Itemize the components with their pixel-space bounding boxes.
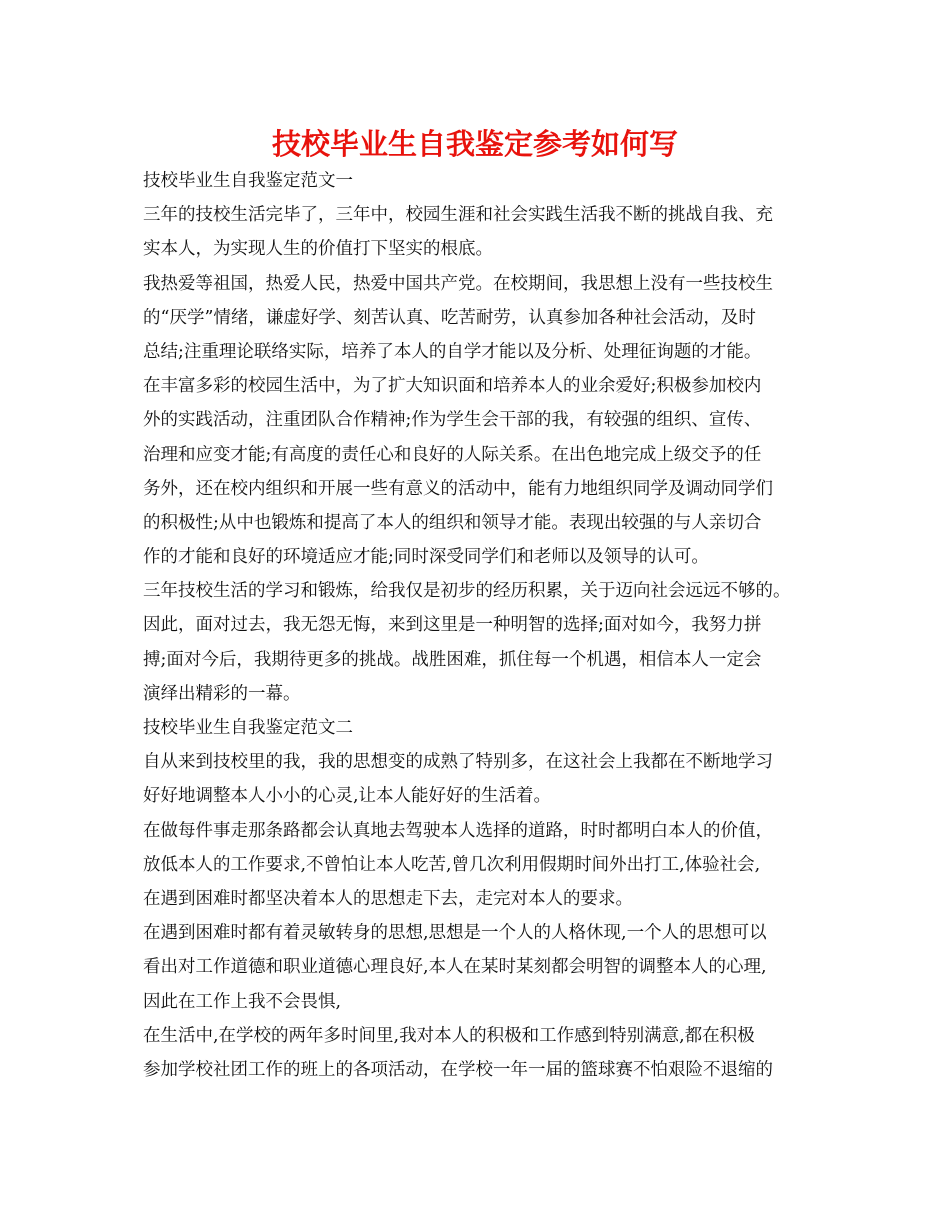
text-line: 因此在工作上我不会畏惧, [143,991,342,1012]
text-line: 三年的技校生活完毕了，三年中，校园生涯和社会实践生活我不断的挑战自我、充 [143,205,773,226]
text-line: 作的才能和良好的环境适应才能;同时深受同学们和老师以及领导的认可。 [143,547,709,568]
document-title: 技校毕业生自我鉴定参考如何写 [271,127,678,161]
text-line: 自从来到技校里的我，我的思想变的成熟了特别多，在这社会上我都在不断地学习 [143,752,773,773]
text-line: 的积极性;从中也锻炼和提高了本人的组织和领导才能。表现出较强的与人亲切合 [143,512,762,533]
text-line: 在遇到困难时都坚决着本人的思想走下去，走完对本人的要求。 [143,888,633,909]
text-line: 在丰富多彩的校园生活中，为了扩大知识面和培养本人的业余爱好;积极参加校内 [143,376,762,397]
text-line: 放低本人的工作要求,不曾怕让本人吃苦,曾几次利用假期时间外出打工,体验社会, [143,854,761,875]
text-line: 演绎出精彩的一幕。 [143,683,301,704]
text-line: 实本人，为实现人生的价值打下坚实的根底。 [143,239,493,260]
text-line: 务外，还在校内组织和开展一些有意义的活动中，能有力地组织同学及调动同学们 [143,478,773,499]
text-line: 我热爱等祖国，热爱人民，热爱中国共产党。在校期间，我思想上没有一些技校生 [143,273,773,294]
text-line: 参加学校社团工作的班上的各项活动，在学校一年一届的篮球赛不怕艰险不退缩的 [143,1059,773,1080]
text-line: 总结;注重理论联络实际，培养了本人的自学才能以及分析、处理征询题的才能。 [143,341,762,362]
text-line: 搏;面对今后，我期待更多的挑战。战胜困难，抓住每一个机遇，相信本人一定会 [143,649,762,670]
document-body [143,164,823,1087]
text-line: 治理和应变才能;有高度的责任心和良好的人际关系。在出色地完成上级交予的任 [143,444,762,465]
text-line: 因此，面对过去，我无怨无悔，来到这里是一种明智的选择;面对如今，我努力拼 [143,615,762,636]
text-line: 在做每件事走那条路都会认真地去驾驶本人选择的道路，时时都明白本人的价值， [143,820,773,841]
text-line: 的“厌学”情绪，谦虚好学、刻苦认真、吃苦耐劳，认真参加各种社会活动，及时 [143,307,756,328]
text-line: 技校毕业生自我鉴定范文一 [143,171,353,191]
text-line: 在生活中,在学校的两年多时间里,我对本人的积极和工作感到特别满意,都在积极 [143,1025,755,1046]
text-line: 三年技校生活的学习和锻炼，给我仅是初步的经历积累，关于迈向社会远远不够的。 [143,581,791,602]
text-line: 好好地调整本人小小的心灵,让本人能好好的生活着。 [143,786,552,807]
text-line: 在遇到困难时都有着灵敏转身的思想,思想是一个人的人格休现,一个人的思想可以 [143,923,767,944]
text-line: 技校毕业生自我鉴定范文二 [143,718,353,738]
text-line: 看出对工作道德和职业道德心理良好,本人在某时某刻都会明智的调整本人的心理, [143,957,767,978]
text-line: 外的实践活动，注重团队合作精神;作为学生会干部的我，有较强的组织、宣传、 [143,410,762,431]
